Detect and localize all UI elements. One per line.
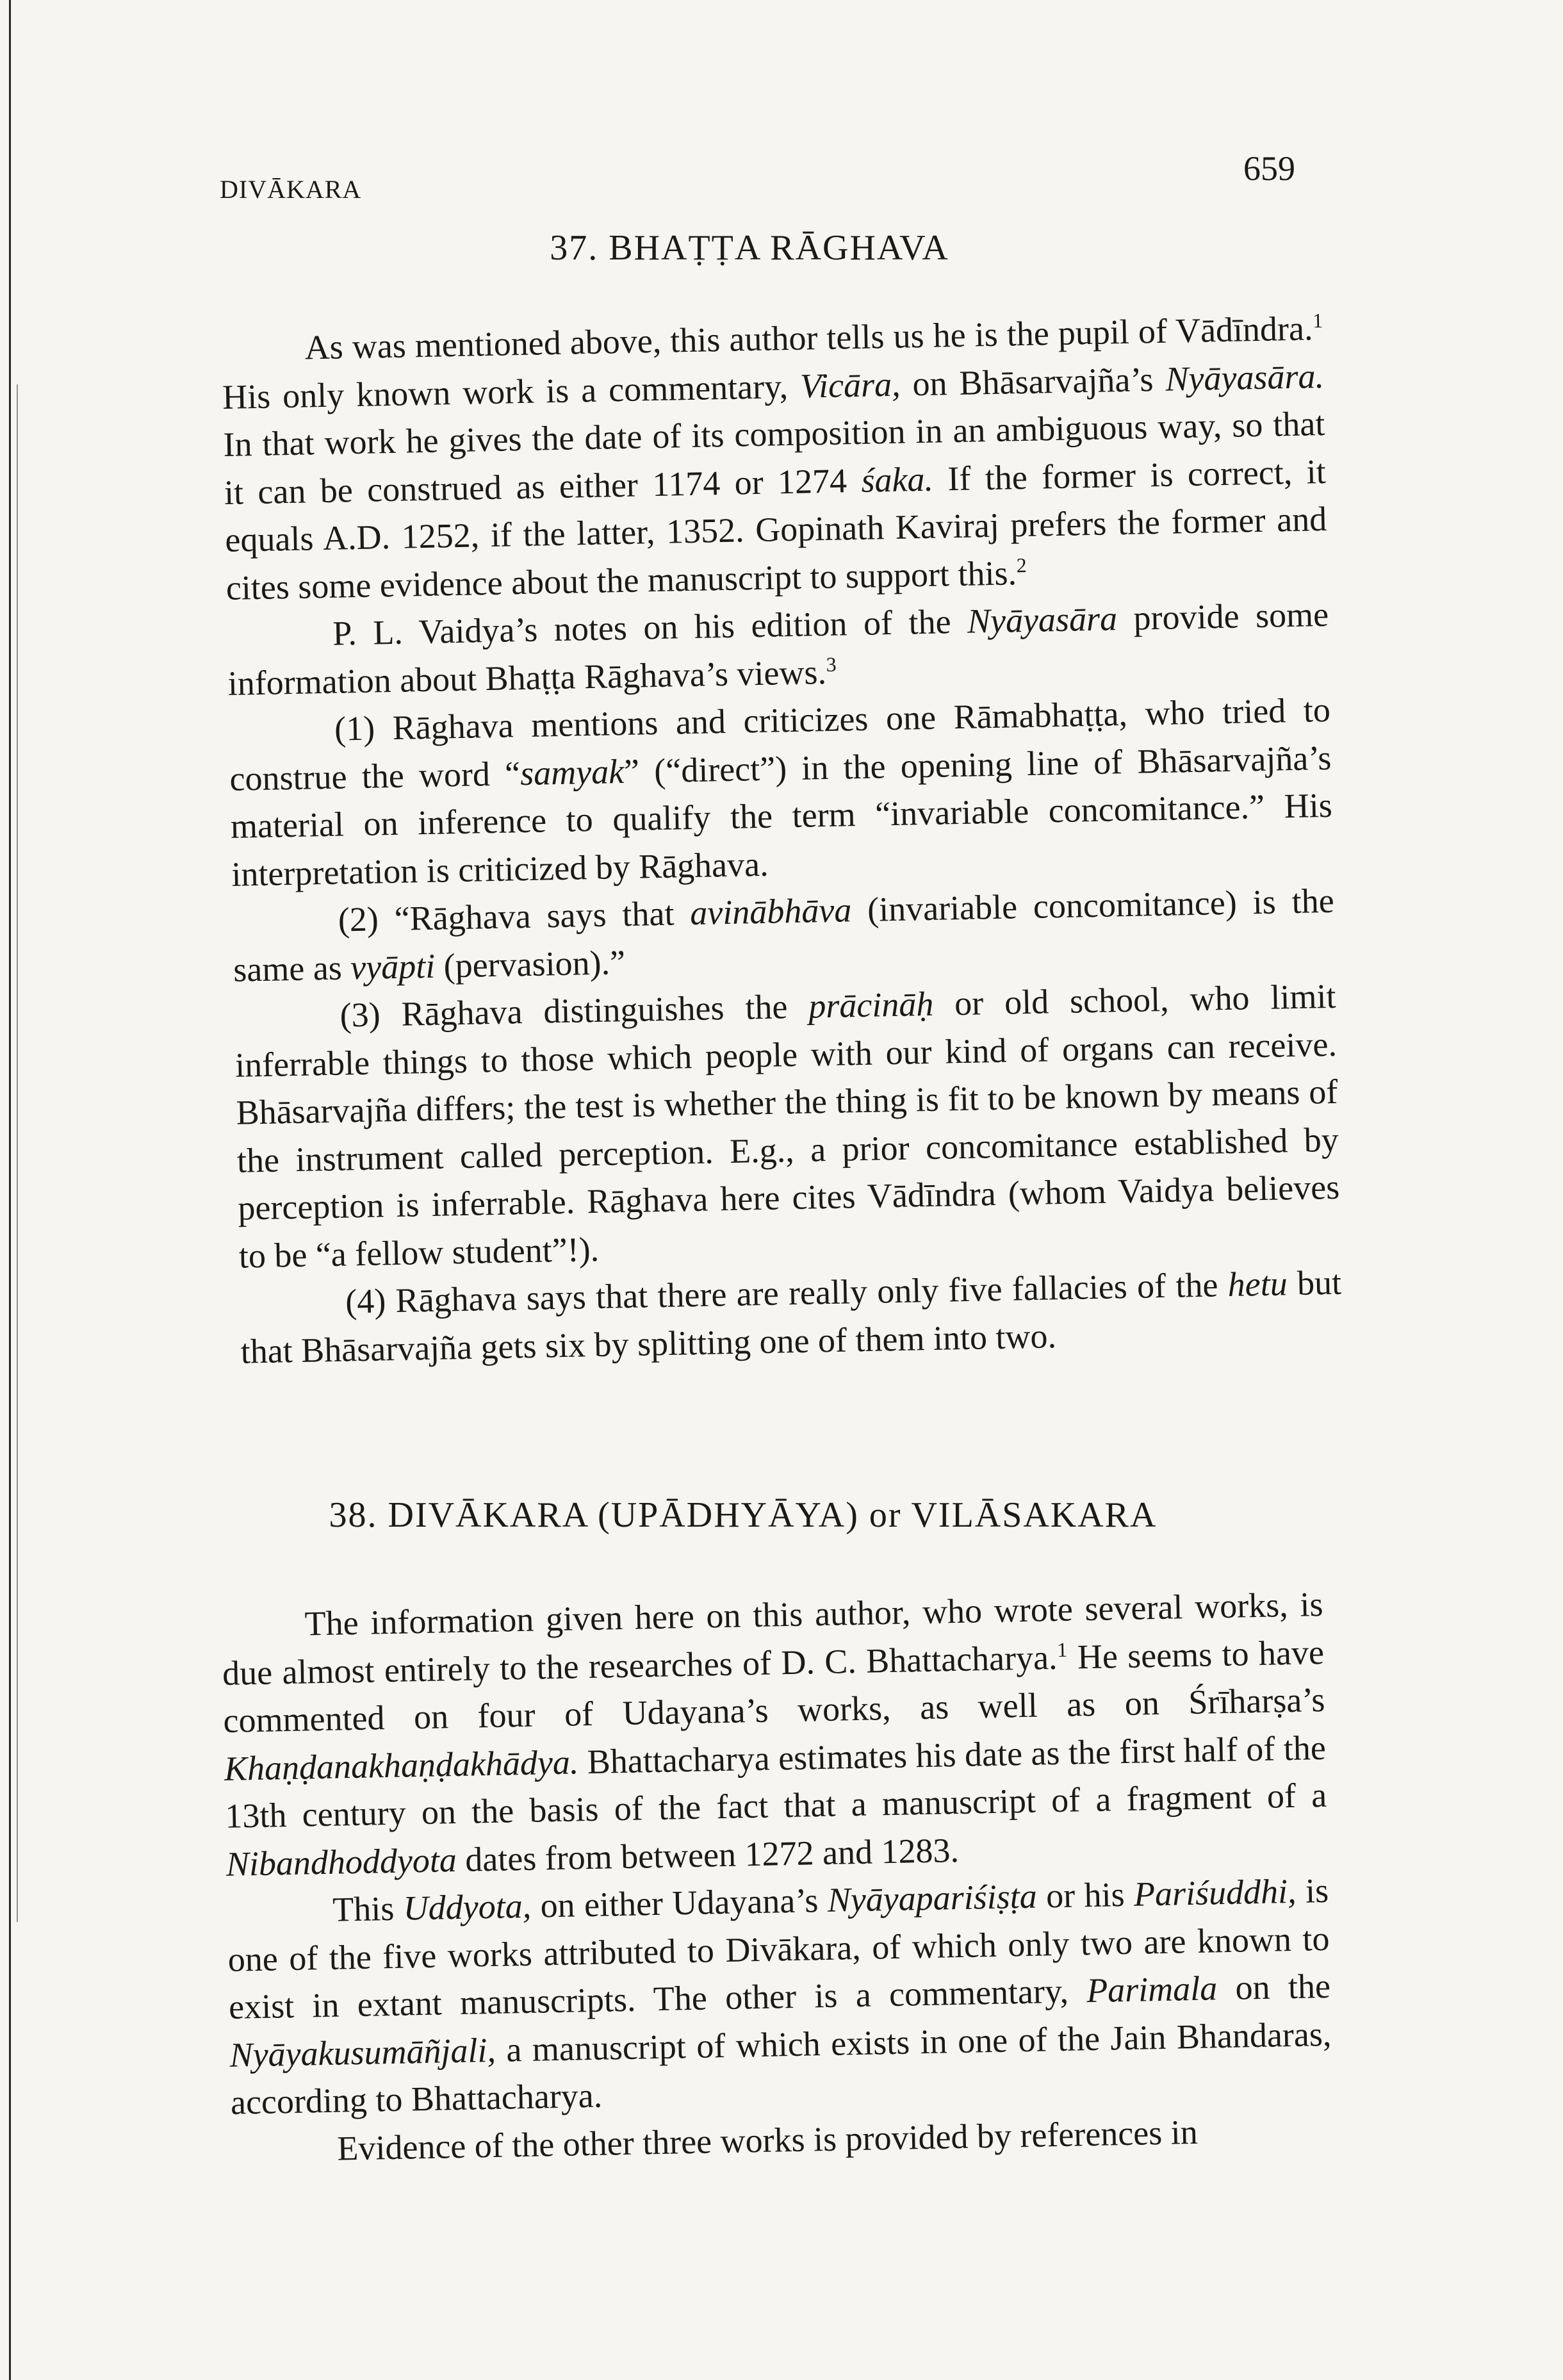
footnote-marker: 2	[1016, 553, 1027, 577]
scan-edge-line	[9, 0, 11, 2380]
text-run: Evidence of the other three works is provided by references in	[336, 2112, 1199, 2168]
text-run: (pervasion).”	[434, 942, 626, 985]
text-run: ” (“direct”) in the opening line of Bhāsarvajña’s material on inference to qualify the term “invariable concomitance.” His interpretation is criticized by Rāghava.	[230, 738, 1333, 894]
text-run: on the	[1216, 1966, 1331, 2008]
italic-term: Khaṇḍanakhaṇḍakhādya.	[224, 1742, 579, 1788]
paragraph	[240, 1259, 1343, 1375]
paragraph	[228, 686, 1333, 898]
footnote-marker: 1	[1056, 1637, 1068, 1661]
text-run: (3) Rāghava distinguishes the	[340, 987, 809, 1035]
text-run: provide some information about Bhaṭṭa Rāghava’s views.	[227, 595, 1329, 703]
italic-term: avinābhāva	[689, 890, 852, 933]
italic-term: Uddyota,	[403, 1886, 532, 1928]
italic-term: hetu	[1227, 1264, 1288, 1304]
text-run: (2) “Rāghava says that	[338, 894, 691, 939]
text-run: or his	[1036, 1875, 1134, 1916]
text-run: His only known work is a commentary,	[222, 366, 801, 416]
text-run: He seems to have commented on four of Udayana’s works, as well as on Śrīharṣa’s	[222, 1632, 1325, 1740]
italic-term: Nyāyasāra.	[1165, 356, 1325, 398]
scan-edge-shadow	[17, 384, 18, 1922]
text-run: on either Udayana’s	[530, 1880, 828, 1925]
text-run: or old school, who limit inferrable things to those which people with our kind of organs can receive. Bhāsarvajña differs; the test is whether the thing is fit to be known by means of the instrument called perception. E.g., a prior concomitance established by perception is inferrable. Rāghava here cites Vādīndra (whom Vaidya believes to be “a fellow student”!).	[234, 976, 1340, 1276]
page-number: 659	[1243, 149, 1295, 188]
italic-term: samyak	[520, 751, 625, 792]
text-run: but that Bhāsarvajña gets six by splitting one of them into two.	[240, 1263, 1342, 1371]
text-run: Bhattacharya estimates his date as the first half of the 13th century on the basis of the fact that a manuscript of a fragment of a	[224, 1728, 1327, 1835]
footnote-marker: 1	[1312, 308, 1323, 332]
text-run: (1) Rāghava mentions and criticizes one Rāmabhaṭṭa, who tried to construe the word “	[229, 690, 1331, 798]
paragraph	[221, 304, 1328, 612]
text-run: In that work he gives the date of its composition in an ambiguous way, so that it can be construed as either 1174 or 1274	[222, 404, 1325, 512]
text-run: This	[332, 1889, 404, 1929]
text-run: is one of the five works attributed to Divākara, of which only two are known to exist in extant manuscripts. The other is a commentary,	[227, 1871, 1330, 2026]
italic-term: vyāpti	[350, 946, 436, 987]
italic-term: Nyāyasāra	[967, 599, 1118, 641]
text-run: on Bhāsarvajña’s	[899, 359, 1166, 404]
section-heading-38: 38. DIVĀKARA (UPĀDHYĀYA) or VILĀSAKARA	[329, 1495, 1158, 1535]
italic-term: Vicāra,	[799, 365, 901, 406]
text-run: The information given here on this author, who wrote several works, is due almost entirely to the researches of D. C. Bhattacharya.	[222, 1584, 1323, 1693]
text-run: P. L. Vaidya’s notes on his edition of the	[332, 602, 968, 653]
section-heading-37: 37. BHAṬṬA RĀGHAVA	[550, 228, 949, 268]
italic-term: Parimala	[1086, 1969, 1218, 2010]
paragraph	[221, 1580, 1328, 1888]
italic-term: Pariśuddhi,	[1133, 1871, 1297, 1914]
footnote-marker: 3	[826, 652, 837, 676]
text-run: If the former is correct, it equals A.D. 1252, if the latter, 1352. Gopinath Kaviraj prefers the former and cites some evidence about the manuscript to support this.	[224, 452, 1327, 607]
text-run: a manuscript of which exists in one of the Jain Bhandaras, according to Bhattacharya.	[230, 2014, 1332, 2122]
text-run: (4) Rāghava says that there are really only five fallacies of the	[345, 1265, 1229, 1321]
paragraph	[234, 973, 1341, 1280]
text-run: dates from between 1272 and 1283.	[456, 1830, 960, 1879]
running-head: DIVĀKARA	[220, 175, 362, 204]
text-run: As was mentioned above, this author tells us he is the pupil of Vādīndra.	[304, 309, 1313, 367]
italic-term: Nyāyakusumāñjali,	[229, 2030, 496, 2074]
italic-term: Nibandhoddyota	[225, 1840, 457, 1883]
section-37-body	[221, 304, 1343, 1375]
paragraph	[227, 1867, 1333, 2126]
text-run: (invariable concomitance) is the same as	[233, 881, 1335, 989]
italic-term: prācināḥ	[808, 984, 934, 1026]
italic-term: Nyāyapariśiṣṭa	[827, 1876, 1038, 1919]
italic-term: śaka.	[860, 459, 934, 500]
section-38-body	[221, 1580, 1334, 2174]
